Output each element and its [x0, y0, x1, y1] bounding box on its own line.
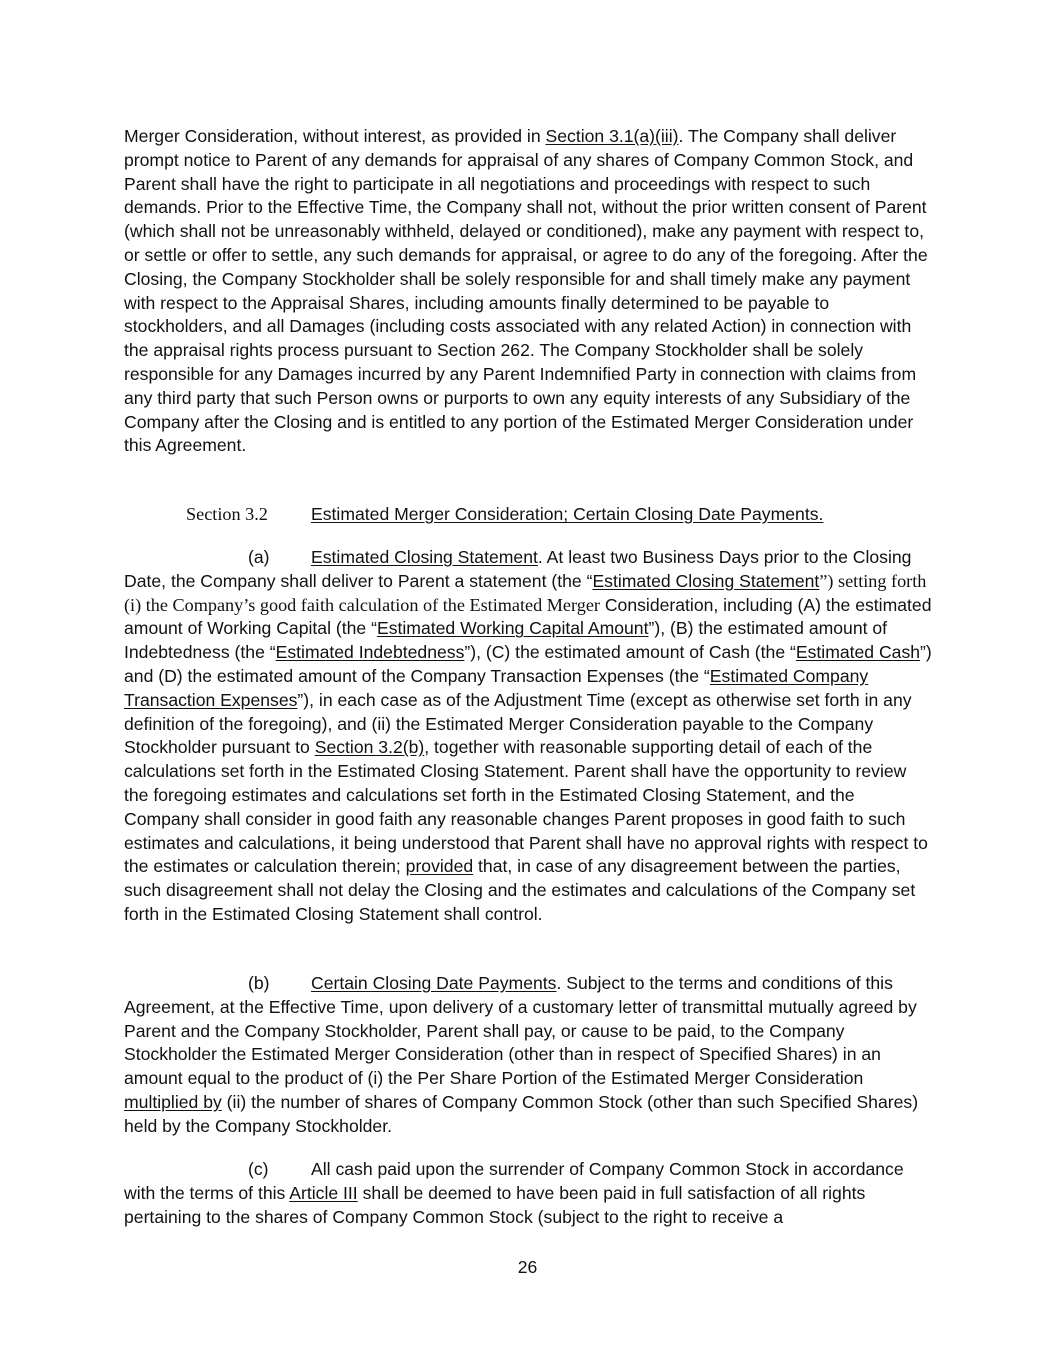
paragraph-c [124, 1158, 932, 1229]
text-run: ”), (C) the estimated amount of Cash (the “ [464, 642, 796, 663]
section-number: Section 3.2 [186, 504, 268, 524]
clause-label: (a) [248, 547, 270, 567]
text-run: ”) and (D) the estimated amount of the Company Transaction Expenses (the “ [124, 642, 932, 686]
text-run: ”) setting forth (i) the Company’s good faith calculation of the Estimated Merger [124, 570, 927, 615]
text-run: . Subject to the terms and conditions of this Agreement, at the Effective Time, upon delivery of a customary letter of transmittal mutually agreed by Parent and the Company Stockholder, Parent shall pay, or cause to be paid, to the Company Stockholder the Estimated Merger Consideration (other than in respect of Specified Shares) in an amount equal to the product of (i) the Per Share Portion of the Estimated Merger Consideration [124, 973, 917, 1089]
article-reference-link[interactable]: Article III [289, 1182, 358, 1203]
section-reference-link[interactable]: Section 3.1(a)(iii) [545, 126, 679, 146]
text-run: ”), (B) the estimated amount of Indebtedness (the “ [124, 618, 888, 663]
defined-term: Estimated Indebtedness [275, 642, 465, 663]
section-reference-link[interactable]: Section 3.2(b) [314, 737, 425, 758]
text-run: (ii) the number of shares of Company Common Stock (other than such Specified Shares) held by the Company Stockholder. [124, 1091, 919, 1136]
page-number: 26 [517, 1257, 538, 1277]
text-run: that, in case of any disagreement between the parties, such disagreement shall not delay the Closing and the estimates and calculations of the Company set forth in the Estimated Closing Statement shall control. [124, 856, 916, 924]
text-run: Merger Consideration, without interest, as provided in [124, 126, 546, 146]
section-title: Estimated Merger Consideration; Certain Closing Date Payments. [311, 504, 824, 524]
clause-heading: Certain Closing Date Payments [311, 973, 557, 993]
paragraph-b [124, 972, 932, 1139]
text-run: shall be deemed to have been paid in full satisfaction of all rights pertaining to the shares of Company Common Stock (subject to the right to receive a [124, 1182, 866, 1227]
defined-term: Estimated Working Capital Amount [376, 618, 649, 639]
defined-term: Estimated Closing Statement [592, 570, 820, 591]
text-run: . The Company shall deliver prompt notice to Parent of any demands for appraisal of any shares of Company Common Stock, and Parent shall have the right to participate in all negotiations and proceedings with respect to such demands. Prior to the Effective Time, the Company shall not, without the prior written consent of Parent (which shall not be unreasonably withheld, delayed or conditioned), make any payment with respect to, or settle or offer to settle, any such demands for appraisal, or agree to do any of the foregoing. After the Closing, the Company Stockholder shall be solely responsible for and shall timely make any payment with respect to the Appraisal Shares, including amounts finally determined to be payable to stockholders, and all Damages (including costs associated with any related Action) in connection with the appraisal rights process pursuant to Section 262. The Company Stockholder shall be solely responsible for any Damages incurred by any Parent Indemnified Party in connection with claims from any third party that such Person owns or purports to own any equity interests of any Subsidiary of the Company after the Closing and is entitled to any portion of the Estimated Merger Consideration under this Agreement. [124, 126, 928, 456]
section-heading [186, 503, 823, 527]
defined-term: Estimated Company Transaction Expenses [124, 665, 869, 710]
proviso-term: provided [405, 856, 474, 877]
paragraph-continuation [124, 125, 932, 458]
defined-term: Estimated Cash [795, 642, 921, 663]
text-run: . At least two Business Days prior to the Closing Date, the Company shall deliver to Parent a statement (the “ [124, 547, 912, 591]
clause-heading: Estimated Closing Statement [311, 547, 538, 567]
text-run: ”), in each case as of the Adjustment Time (except as otherwise set forth in any definition of the foregoing), and (ii) the Estimated Merger Consideration payable to the Company Stockholder pursuant to [124, 689, 912, 758]
text-run: Consideration, including (A) the estimated amount of Working Capital (the “ [124, 594, 932, 639]
clause-label: (b) [248, 973, 270, 993]
clause-label: (c) [248, 1159, 269, 1179]
text-run: All cash paid upon the surrender of Company Common Stock in accordance with the terms of this [124, 1159, 904, 1203]
paragraph-a [124, 546, 932, 927]
operator-term: multiplied by [124, 1091, 222, 1112]
text-run: , together with reasonable supporting detail of each of the calculations set forth in the Estimated Closing Statement. Parent shall have the opportunity to review the foregoing estimates and calculations set forth in the Estimated Closing Statement, and the Company shall consider in good faith any reasonable changes Parent proposes in good faith to such estimates and calculations, it being understood that Parent shall have no approval rights with respect to the estimates or calculation therein; [124, 737, 928, 877]
